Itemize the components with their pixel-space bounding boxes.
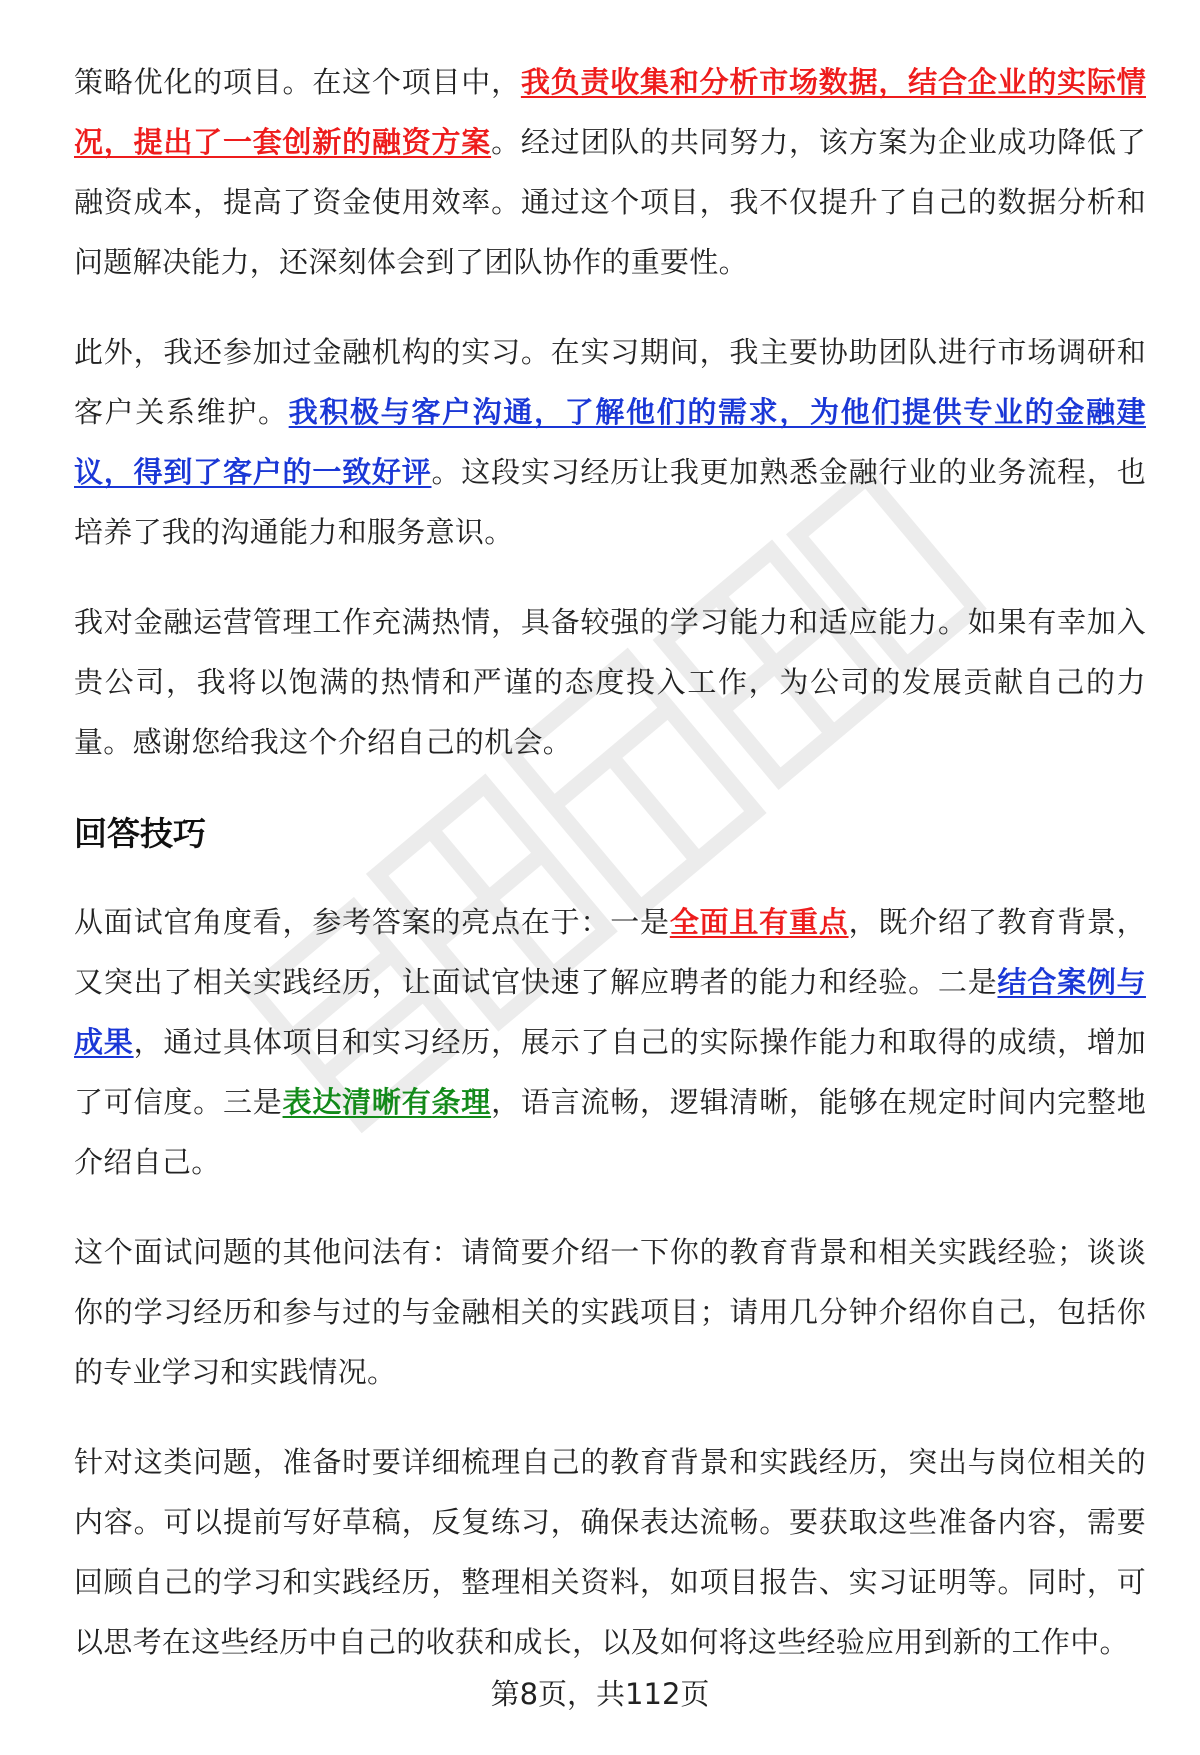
page-number: 第8页，共112页	[490, 1677, 710, 1711]
text-segment: ，语言流畅，逻辑清晰，能够在规定时间内完整地介绍自己。	[74, 1085, 1146, 1179]
tips-paragraph-alternatives: 这个面试问题的其他问法有：请简要介绍一下你的教育背景和相关实践经验；谈谈你的学习经历和参与过的与金融相关的实践项目；请用几分钟介绍你自己，包括你的专业学习和实践情况。	[74, 1235, 1146, 1389]
text-segment: 从面试官角度看，参考答案的亮点在于：一是	[74, 905, 670, 939]
text-segment: ，通过具体项目和实习经历，展示了自己的实际操作能力和取得的成绩，增加了可信度。三是	[74, 1025, 1147, 1119]
text-segment: 此外，我还参加过金融机构的实习。在实习期间，我主要协助团队进行市场调研和客户关系维护。	[74, 335, 1146, 429]
intro-paragraph-internship	[74, 322, 1146, 562]
tips-paragraph-preparation: 针对这类问题，准备时要详细梳理自己的教育背景和实践经历，突出与岗位相关的内容。可以提前写好草稿，反复练习，确保表达流畅。要获取这些准备内容，需要回顾自己的学习和实践经历，整理相关资料，如项目报告、实习证明等。同时，可以思考在这些经历中自己的收获和成长，以及如何将这些经验应用到新的工作中。	[74, 1445, 1146, 1659]
document-body	[74, 52, 1146, 1702]
highlight-red: 全面且有重点	[669, 905, 849, 939]
highlight-green: 表达清晰有条理	[282, 1085, 492, 1119]
intro-paragraph-closing: 我对金融运营管理工作充满热情，具备较强的学习能力和适应能力。如果有幸加入贵公司，我将以饱满的热情和严谨的态度投入工作，为公司的发展贡献自己的力量。感谢您给我这个介绍自己的机会。	[74, 605, 1146, 759]
text-segment: ，既介绍了教育背景，又突出了相关实践经历，让面试官快速了解应聘者的能力和经验。二是	[74, 905, 1146, 999]
section-title: 回答技巧	[74, 814, 206, 853]
highlight-blue: 我积极与客户沟通，了解他们的需求，为他们提供专业的金融建议，得到了客户的一致好评	[74, 395, 1146, 489]
text-segment: 策略优化的项目。在这个项目中，	[74, 65, 521, 99]
highlight-blue: 结合案例与成果	[74, 965, 1146, 1059]
text-segment: 。经过团队的共同努力，该方案为企业成功降低了融资成本，提高了资金使用效率。通过这个项目，我不仅提升了自己的数据分析和问题解决能力，还深刻体会到了团队协作的重要性。	[74, 125, 1146, 279]
intro-paragraph-project	[74, 52, 1146, 292]
highlight-red: 我负责收集和分析市场数据，结合企业的实际情况，提出了一套创新的融资方案	[74, 65, 1146, 159]
tips-paragraph-highlights	[74, 892, 1146, 1192]
text-segment: 。这段实习经历让我更加熟悉金融行业的业务流程，也培养了我的沟通能力和服务意识。	[74, 455, 1146, 549]
